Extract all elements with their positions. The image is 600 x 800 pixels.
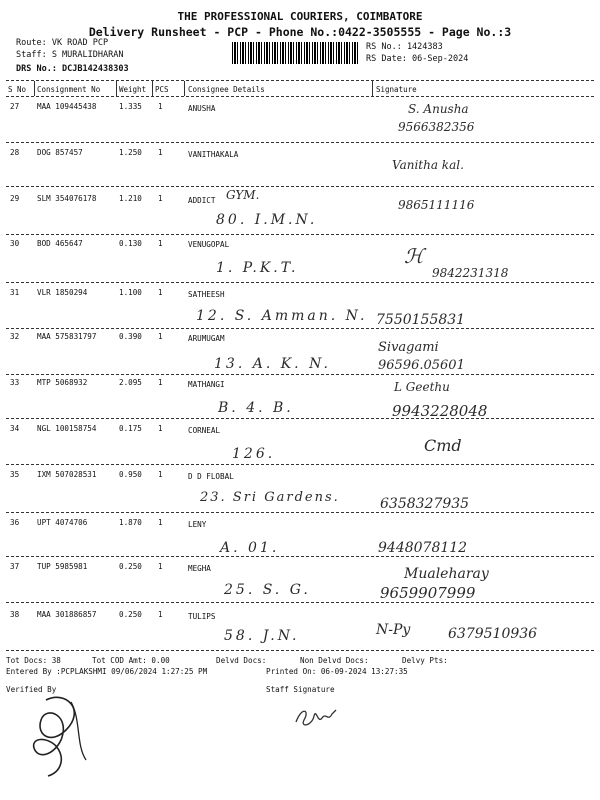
row-weight: 2.095 (119, 378, 142, 387)
printed-on: Printed On: 06-09-2024 13:27:35 (266, 667, 408, 676)
row-consignment: DOG 857457 (37, 148, 83, 157)
handwritten-phone: 9943228048 (392, 402, 488, 420)
col-weight: Weight (119, 85, 147, 94)
handwritten-phone: 6358327935 (380, 496, 470, 512)
row-consignee: D D FLOBAL (188, 472, 234, 481)
row-weight: 1.210 (119, 194, 142, 203)
verifier-signature-image (26, 690, 96, 780)
handwritten-address: 23. Sri Gardens. (200, 490, 340, 505)
entered-by: Entered By :PCPLAKSHMI 09/06/2024 1:27:25 PM (6, 667, 208, 676)
row-weight: 0.950 (119, 470, 142, 479)
row-consignment: VLR 1850294 (37, 288, 88, 297)
row-weight: 1.870 (119, 518, 142, 527)
row-sno: 27 (10, 102, 20, 111)
row-pcs: 1 (158, 239, 163, 248)
divider (6, 374, 594, 375)
handwritten-phone: 9842231318 (432, 266, 509, 280)
divider (6, 80, 594, 81)
row-weight: 0.250 (119, 610, 142, 619)
row-consignment: MTP 5068932 (37, 378, 88, 387)
row-pcs: 1 (158, 562, 163, 571)
divider (6, 234, 594, 235)
handwritten-address: 12. S. Amman. N. (196, 308, 368, 324)
handwritten-address: 126. (232, 446, 276, 462)
row-sno: 28 (10, 148, 20, 157)
handwritten-signature: L Geethu (394, 380, 450, 394)
col-sno: S No (8, 85, 27, 94)
divider (6, 464, 594, 465)
row-consignee: TULIPS (188, 612, 216, 621)
divider (6, 418, 594, 419)
handwritten-phone: 9448078112 (378, 540, 468, 556)
handwritten-phone: 7550155831 (376, 312, 466, 328)
handwritten-address: 1. P.K.T. (216, 260, 299, 276)
row-weight: 1.335 (119, 102, 142, 111)
staff-label: Staff: S MURALIDHARAN (16, 50, 124, 60)
row-pcs: 1 (158, 470, 163, 479)
non-delivered-docs: Non Delvd Docs: (300, 656, 369, 665)
row-consignee: SATHEESH (188, 290, 225, 299)
row-consignee: MEGHA (188, 564, 211, 573)
row-weight: 0.390 (119, 332, 142, 341)
row-pcs: 1 (158, 610, 163, 619)
row-consignment: MAA 301886857 (37, 610, 97, 619)
handwritten-address: A. 01. (220, 540, 280, 556)
row-consignee: CORNEAL (188, 426, 221, 435)
col-consignee: Consignee Details (188, 85, 265, 94)
col-consignment: Consignment No (37, 85, 101, 94)
row-pcs: 1 (158, 424, 163, 433)
row-weight: 0.250 (119, 562, 142, 571)
runsheet-subtitle: Delivery Runsheet - PCP - Phone No.:0422-3505555 - Page No.:3 (88, 25, 512, 39)
row-consignee: VENUGOPAL (188, 240, 230, 249)
row-weight: 1.250 (119, 148, 142, 157)
row-consignment: SLM 354076178 (37, 194, 97, 203)
row-sno: 30 (10, 239, 20, 248)
handwritten-address: 80. I.M.N. (216, 212, 318, 228)
row-sno: 38 (10, 610, 20, 619)
row-pcs: 1 (158, 102, 163, 111)
handwritten-phone: 96596.05601 (378, 358, 465, 373)
row-consignee: ARUMUGAM (188, 334, 225, 343)
divider (372, 81, 373, 96)
row-sno: 33 (10, 378, 20, 387)
total-cod-amount: Tot COD Amt: 0.00 (92, 656, 170, 665)
delivered-docs: Delvd Docs: (216, 656, 267, 665)
handwritten-signature: Sivagami (378, 340, 439, 355)
row-consignment: MAA 575831797 (37, 332, 97, 341)
handwritten-signature: S. Anusha (408, 102, 469, 116)
rs-date: RS Date: 06-Sep-2024 (366, 54, 469, 64)
handwritten-signature: N-Py (376, 622, 411, 638)
row-consignee: MATHANGI (188, 380, 225, 389)
company-title: THE PROFESSIONAL COURIERS, COIMBATORE (177, 10, 423, 23)
barcode-image (232, 42, 360, 64)
handwritten-address: 13. A. K. N. (214, 356, 331, 372)
row-weight: 0.130 (119, 239, 142, 248)
row-consignment: TUP 5985981 (37, 562, 88, 571)
handwritten-phone: 6379510936 (448, 626, 538, 642)
divider (6, 282, 594, 283)
row-sno: 35 (10, 470, 20, 479)
row-weight: 1.100 (119, 288, 142, 297)
row-sno: 32 (10, 332, 20, 341)
row-sno: 36 (10, 518, 20, 527)
divider (6, 602, 594, 603)
handwritten-phone: 9659907999 (380, 584, 476, 602)
row-pcs: 1 (158, 332, 163, 341)
row-pcs: 1 (158, 148, 163, 157)
row-consignment: IXM 507028531 (37, 470, 97, 479)
signature-mark: Cmd (424, 436, 462, 455)
staff-signature-image (292, 702, 342, 732)
row-weight: 0.175 (119, 424, 142, 433)
divider (6, 142, 594, 143)
row-sno: 31 (10, 288, 20, 297)
row-sno: 37 (10, 562, 20, 571)
handwritten-address: 25. S. G. (224, 582, 311, 598)
route-label: Route: VK ROAD PCP (16, 38, 109, 48)
handwritten-phone: 9566382356 (398, 120, 475, 134)
divider (6, 556, 594, 557)
signature-mark: ℋ (404, 244, 424, 268)
handwritten-signature: Vanitha kal. (392, 158, 464, 172)
drs-number: DRS No.: DCJB142438303 (16, 64, 129, 74)
divider (34, 81, 35, 96)
row-pcs: 1 (158, 288, 163, 297)
row-pcs: 1 (158, 194, 163, 203)
total-docs: Tot Docs: 38 (6, 656, 61, 665)
handwritten-address: 58. J.N. (224, 628, 300, 644)
row-consignee: ADDICT (188, 196, 216, 205)
row-consignment: UPT 4074706 (37, 518, 88, 527)
row-consignee: LENY (188, 520, 207, 529)
divider (6, 328, 594, 329)
row-pcs: 1 (158, 378, 163, 387)
divider (6, 650, 594, 651)
signature-mark: Mualeharay (404, 566, 489, 582)
col-signature: Signature (376, 85, 417, 94)
row-consignment: MAA 109445438 (37, 102, 97, 111)
handwritten-address: B. 4. B. (218, 400, 294, 416)
row-consignee: ANUSHA (188, 104, 216, 113)
divider (6, 186, 594, 187)
delivery-points: Delvy Pts: (402, 656, 448, 665)
divider (6, 96, 594, 97)
col-pcs: PCS (155, 85, 169, 94)
verified-by-label: Verified By (6, 685, 57, 694)
row-consignment: NGL 100158754 (37, 424, 97, 433)
row-consignee: VANITHAKALA (188, 150, 239, 159)
handwritten-phone: 9865111116 (398, 198, 475, 212)
row-sno: 34 (10, 424, 20, 433)
divider (6, 512, 594, 513)
divider (184, 81, 185, 96)
row-sno: 29 (10, 194, 20, 203)
row-pcs: 1 (158, 518, 163, 527)
handwritten-consignee: GYM. (226, 188, 260, 202)
divider (152, 81, 153, 96)
row-consignment: BOD 465647 (37, 239, 83, 248)
divider (116, 81, 117, 96)
rs-number: RS No.: 1424383 (366, 42, 443, 52)
staff-signature-label: Staff Signature (266, 685, 335, 694)
